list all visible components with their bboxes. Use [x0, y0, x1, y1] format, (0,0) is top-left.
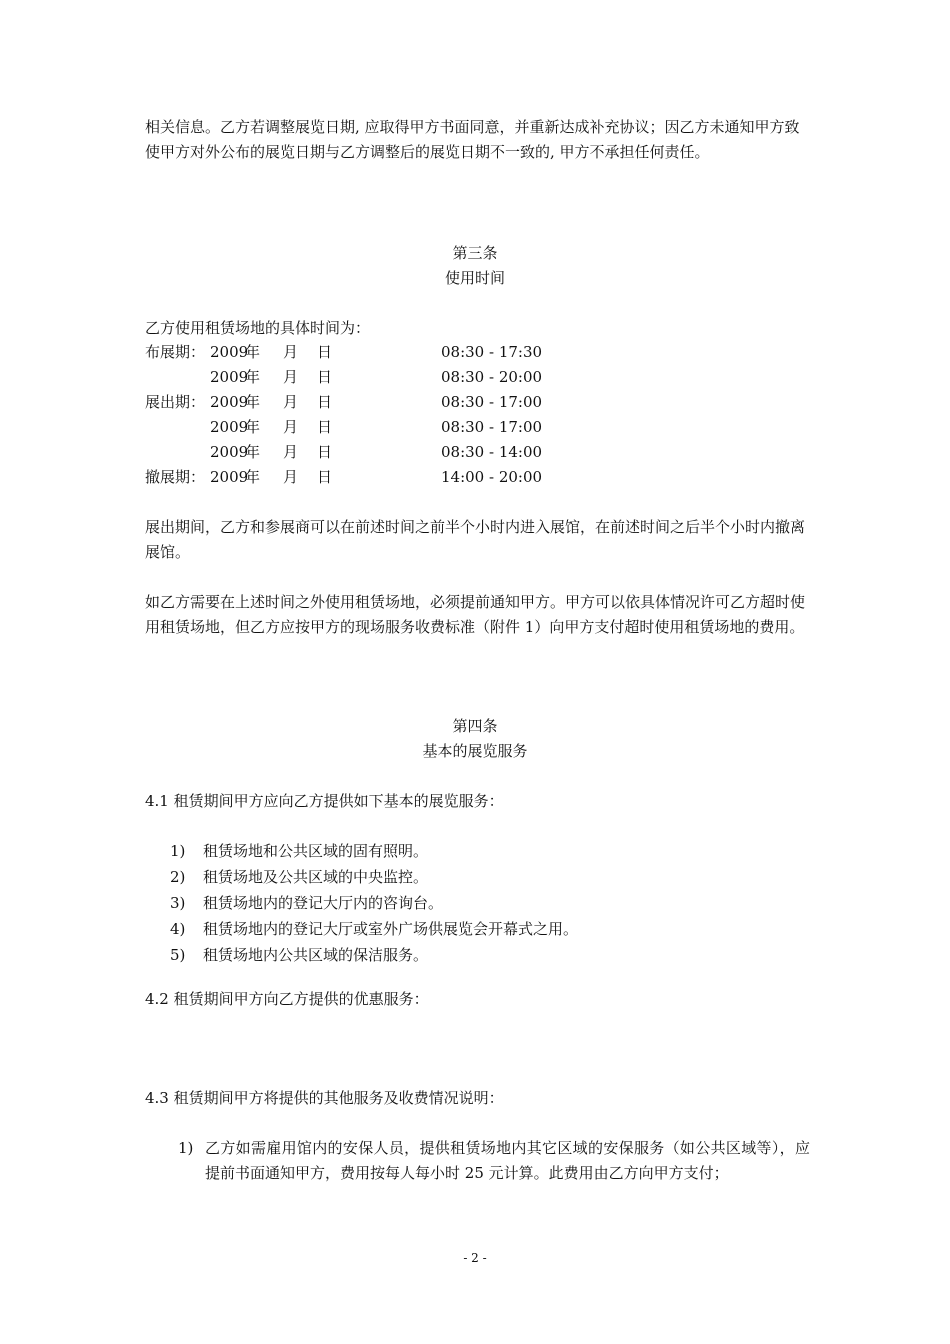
list-item-text: 租赁场地内的登记大厅或室外广场供展览会开幕式之用。: [203, 920, 579, 938]
schedule-day-unit: 日: [317, 343, 333, 361]
schedule-time: 08:30 - 17:00: [441, 418, 543, 436]
list-item-text: 租赁场地和公共区域的固有照明。: [203, 842, 429, 860]
schedule-table: [145, 340, 810, 490]
list-item-text: 租赁场地内的登记大厅内的咨询台。: [203, 894, 444, 912]
schedule-year: 2009: [210, 393, 249, 411]
schedule-year: 2009: [210, 368, 249, 386]
schedule-day-unit: 日: [317, 393, 333, 411]
list-item: [170, 864, 810, 890]
list-item-number: 4): [170, 920, 186, 938]
list-item-text: 租赁场地内公共区域的保洁服务。: [203, 946, 429, 964]
list-item-number: 5): [170, 946, 186, 964]
schedule-row: [145, 415, 810, 440]
schedule-period-label: 布展期：: [145, 343, 206, 361]
article-4-number: 第四条: [452, 717, 498, 735]
schedule-year: 2009: [210, 443, 249, 461]
schedule-year-unit: 年: [245, 343, 261, 361]
schedule-year-unit: 年: [245, 468, 261, 486]
article-4-title: 基本的展览服务: [422, 742, 528, 760]
schedule-month-unit: 月: [283, 368, 299, 386]
schedule-year-unit: 年: [245, 368, 261, 386]
list-item: [170, 838, 810, 864]
schedule-row: [145, 390, 810, 415]
schedule-row: [145, 465, 810, 490]
schedule-time: 08:30 - 17:00: [441, 393, 543, 411]
schedule-year-unit: 年: [245, 393, 261, 411]
schedule-month-unit: 月: [283, 418, 299, 436]
paragraph-exhibition-date: 相关信息。乙方若调整展览日期, 应取得甲方书面同意，并重新达成补充协议；因乙方未通知甲方致使甲方对外公布的展览日期与乙方调整后的展览日期不一致的, 甲方不承担任何责任。: [145, 118, 800, 161]
schedule-row: [145, 440, 810, 465]
page-number: - 2 -: [463, 1251, 487, 1265]
schedule-month-unit: 月: [283, 343, 299, 361]
list-item-text: 乙方如需雇用馆内的安保人员，提供租赁场地内其它区域的安保服务（如公共区域等），应提前书面通知甲方，费用按每人每小时 25 元计算。此费用由乙方向甲方支付；: [205, 1139, 810, 1182]
article-3-number: 第三条: [452, 244, 498, 262]
list-item: [170, 890, 810, 916]
schedule-time: 08:30 - 14:00: [441, 443, 543, 461]
list-item-number: 2): [170, 868, 186, 886]
schedule-period-label: 展出期：: [145, 393, 206, 411]
schedule-row: [145, 340, 810, 365]
list-item-number: 3): [170, 894, 186, 912]
paragraph-overtime: 如乙方需要在上述时间之外使用租赁场地，必须提前通知甲方。甲方可以依具体情况许可乙方超时使用租赁场地，但乙方应按甲方的现场服务收费标准（附件 1）向甲方支付超时使用租赁场地的费用。: [145, 593, 806, 636]
schedule-year-unit: 年: [245, 443, 261, 461]
schedule-month-unit: 月: [283, 393, 299, 411]
schedule-month-unit: 月: [283, 443, 299, 461]
schedule-year-unit: 年: [245, 418, 261, 436]
schedule-month-unit: 月: [283, 468, 299, 486]
list-item-number: 1): [170, 842, 186, 860]
schedule-time: 08:30 - 20:00: [441, 368, 543, 386]
schedule-day-unit: 日: [317, 443, 333, 461]
section-4-1-heading: 4.1 租赁期间甲方应向乙方提供如下基本的展览服务：: [145, 792, 504, 810]
schedule-day-unit: 日: [317, 468, 333, 486]
section-4-3-heading: 4.3 租赁期间甲方将提供的其他服务及收费情况说明：: [145, 1089, 504, 1107]
article-3-title: 使用时间: [444, 269, 505, 287]
list-item-text: 租赁场地及公共区域的中央监控。: [203, 868, 429, 886]
schedule-period-label: 撤展期：: [145, 468, 206, 486]
paragraph-entry-exit: 展出期间，乙方和参展商可以在前述时间之前半个小时内进入展馆，在前述时间之后半个小时内撤离展馆。: [145, 518, 806, 561]
paragraph-schedule-intro: 乙方使用租赁场地的具体时间为：: [145, 319, 371, 337]
schedule-time: 14:00 - 20:00: [441, 468, 543, 486]
list-item-number: 1): [178, 1139, 194, 1157]
list-item: [170, 942, 810, 968]
schedule-year: 2009: [210, 468, 249, 486]
schedule-day-unit: 日: [317, 368, 333, 386]
schedule-day-unit: 日: [317, 418, 333, 436]
schedule-row: [145, 365, 810, 390]
schedule-year: 2009: [210, 418, 249, 436]
schedule-year: 2009: [210, 343, 249, 361]
section-4-2-heading: 4.2 租赁期间甲方向乙方提供的优惠服务：: [145, 990, 429, 1008]
schedule-time: 08:30 - 17:30: [441, 343, 543, 361]
list-item: [170, 916, 810, 942]
section-4-1-list: [170, 838, 810, 968]
